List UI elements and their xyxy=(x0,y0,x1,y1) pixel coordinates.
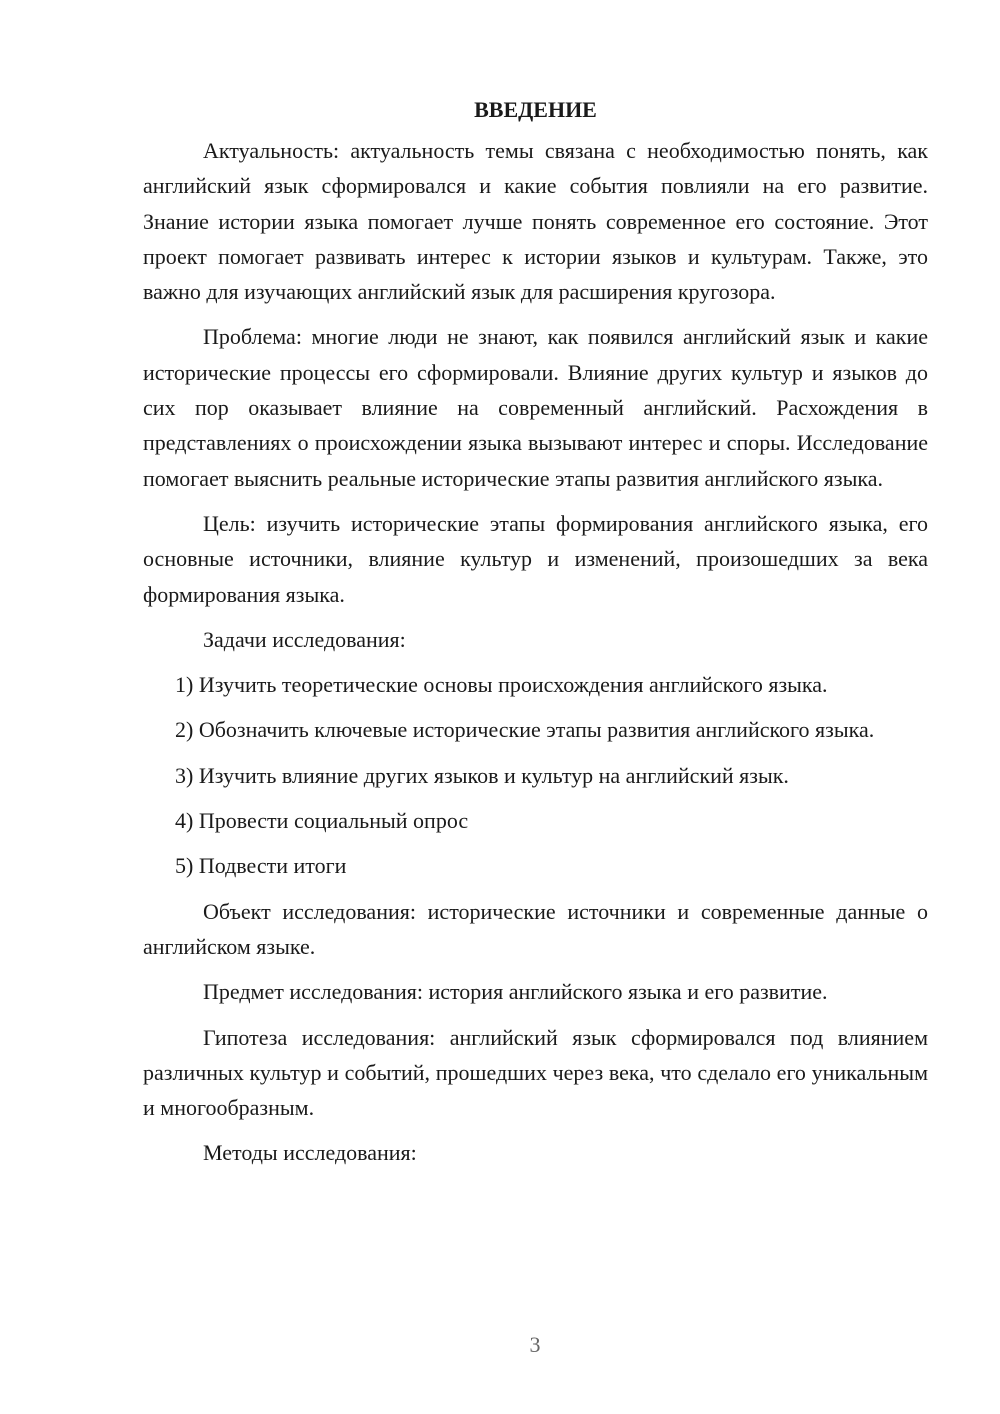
paragraph-hypothesis: Гипотеза исследования: английский язык сформировался под влиянием различных культур и событий, прошедших через века, что сделало его уникальным и многообразным. xyxy=(143,1024,928,1121)
paragraph-problem: Проблема: многие люди не знают, как появился английский язык и какие исторические процессы его сформировали. Влияние других культур и языков до сих пор оказывает влияние на современный английский. Расхождения в представлениях о происхождении языка вызывают интерес и споры. Исследование помогает выяснить реальные исторические этапы развития английского языка. xyxy=(143,324,928,491)
task-item-5: 5) Подвести итоги xyxy=(175,853,347,879)
task-item-4: 4) Провести социальный опрос xyxy=(175,808,469,834)
section-title: ВВЕДЕНИЕ xyxy=(474,97,597,122)
paragraph-subject: Предмет исследования: история английского языка и его развитие. xyxy=(203,979,828,1005)
paragraph-goal: Цель: изучить исторические этапы формирования английского языка, его основные источники, влияние культур и изменений, произошедших за века формирования языка. xyxy=(143,510,928,607)
document-page xyxy=(143,92,928,1181)
task-item-1: 1) Изучить теоретические основы происхождения английского языка. xyxy=(175,672,828,698)
task-item-3: 3) Изучить влияние других языков и культур на английский язык. xyxy=(175,762,789,788)
paragraph-tasks-heading: Задачи исследования: xyxy=(203,626,406,652)
paragraph-object: Объект исследования: исторические источники и современные данные о английском языке. xyxy=(143,898,928,959)
task-item-2: 2) Обозначить ключевые исторические этапы развития английского языка. xyxy=(175,717,875,743)
paragraph-methods: Методы исследования: xyxy=(203,1140,417,1166)
paragraph-relevance: Актуальность: актуальность темы связана с необходимостью понять, как английский язык сформировался и какие события повлияли на его развитие. Знание истории языка помогает лучше понять современное его состояние. Этот проект помогает развивать интерес к истории языков и культурам. Также, это важно для изучающих английский язык для расширения кругозора. xyxy=(143,138,928,305)
page-number: 3 xyxy=(529,1332,541,1357)
